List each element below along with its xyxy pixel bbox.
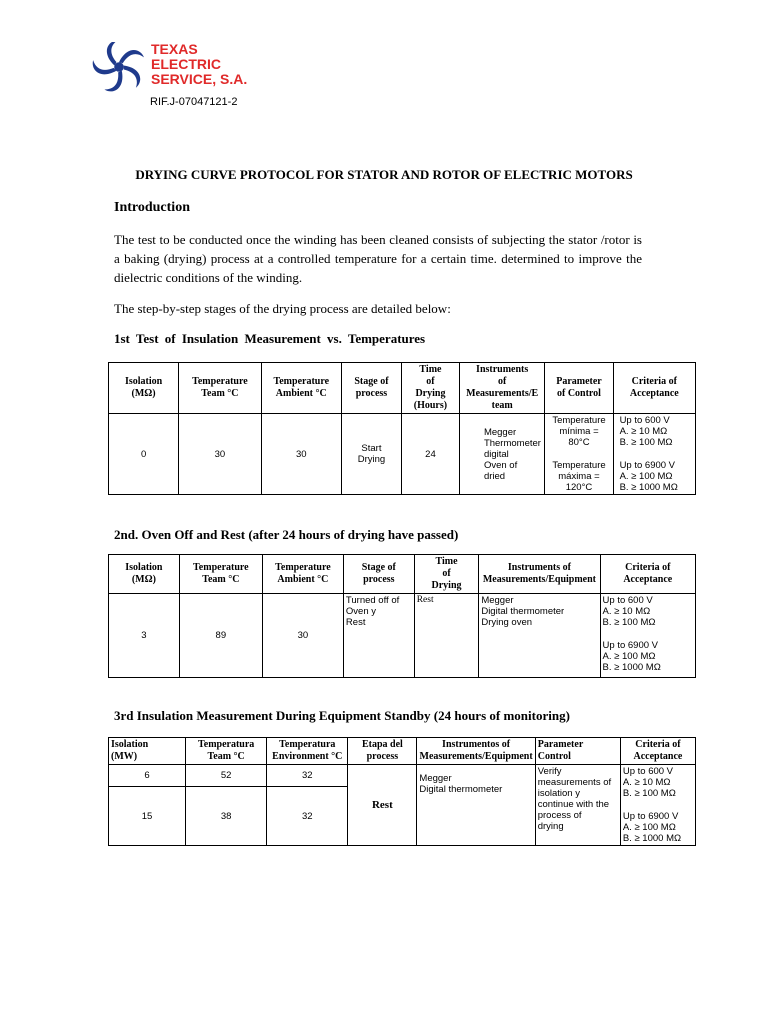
table-header-row — [109, 363, 696, 414]
header-cell: Instruments of Measurements/Equipment — [479, 555, 600, 594]
header-cell: Criteria of Acceptance — [620, 738, 695, 765]
criteria-600v: Up to 600 V A. ≥ 10 MΩ B. ≥ 100 MΩ — [602, 595, 656, 628]
table-test-3 — [108, 737, 696, 846]
time-cell: 24 — [401, 414, 459, 495]
header-cell: Parameter Control — [535, 738, 620, 765]
header-cell: Temperature Ambient °C — [261, 363, 341, 414]
param-max: Temperature máxima = 120°C — [552, 460, 606, 493]
temp-ambient-cell: 30 — [261, 414, 341, 495]
stage-cell: Start Drying — [341, 414, 401, 495]
header-cell: Instrumentos of Measurements/Equipment — [417, 738, 535, 765]
header-cell: Stage of process — [343, 555, 414, 594]
company-logo — [88, 38, 248, 98]
section-1-heading: 1st Test of Insulation Measurement vs. Temperatures — [114, 331, 426, 346]
instruments-cell: Megger Digital thermometer — [417, 765, 535, 846]
table-test-1 — [108, 362, 696, 495]
header-cell: Stage of process — [341, 363, 401, 414]
table-header-row — [109, 738, 696, 765]
criteria-600v: Up to 600 V A. ≥ 10 MΩ B. ≥ 100 MΩ — [622, 766, 676, 799]
criteria-cell — [613, 414, 695, 495]
header-cell: Isolation (MΩ) — [109, 363, 179, 414]
intro-heading: Introduction — [114, 200, 190, 215]
company-line-1: TEXAS — [151, 41, 198, 57]
criteria-cell — [620, 765, 695, 846]
instruments-cell: Megger Digital thermometer Drying oven — [479, 594, 600, 678]
isolation-cell: 15 — [109, 787, 186, 846]
criteria-cell — [600, 594, 695, 678]
criteria-600v: Up to 600 V A. ≥ 10 MΩ B. ≥ 100 MΩ — [619, 415, 673, 448]
temp-team-cell: 38 — [186, 787, 267, 846]
header-cell: Criteria of Acceptance — [600, 555, 695, 594]
criteria-6900v: Up to 6900 V A. ≥ 100 MΩ B. ≥ 1000 MΩ — [619, 460, 678, 493]
header-cell: Temperature Ambient °C — [262, 555, 343, 594]
temp-team-cell: 30 — [179, 414, 261, 495]
section-2-heading: 2nd. Oven Off and Rest (after 24 hours of drying have passed) — [114, 527, 459, 542]
criteria-6900v: Up to 6900 V A. ≥ 100 MΩ B. ≥ 1000 MΩ — [602, 640, 661, 673]
temp-team-cell: 52 — [186, 765, 267, 787]
parameter-cell: Verify measurements of isolation y continue with the process of drying — [535, 765, 620, 846]
header-cell: Temperatura Team °C — [186, 738, 267, 765]
company-name — [151, 42, 247, 87]
header-cell: Temperatura Environment °C — [267, 738, 348, 765]
turbine-logo-icon — [90, 42, 148, 92]
time-cell: Rest — [414, 594, 479, 678]
section-3-heading: 3rd Insulation Measurement During Equipment Standby (24 hours of monitoring) — [114, 708, 570, 723]
header-cell: Time of Drying (Hours) — [401, 363, 459, 414]
header-cell: Parameter of Control — [545, 363, 613, 414]
table-row — [109, 765, 696, 787]
document-title: DRYING CURVE PROTOCOL FOR STATOR AND ROTOR OF ELECTRIC MOTORS — [135, 167, 633, 182]
temp-env-cell: 32 — [267, 787, 348, 846]
header-cell: Temperature Team °C — [179, 363, 261, 414]
intro-paragraph: The test to be conducted once the winding has been cleaned consists of subjecting the stator /rotor is a baking (drying) process at a controlled temperature for a certain time. determined to improve the dielectric conditions of the winding. — [114, 232, 642, 285]
company-line-3: SERVICE, S.A. — [151, 71, 248, 87]
header-cell: Isolation (MΩ) — [109, 555, 180, 594]
isolation-cell: 6 — [109, 765, 186, 787]
header-cell: Isolation (MW) — [109, 738, 186, 765]
header-cell: Instruments of Measurements/E team — [459, 363, 544, 414]
table-test-2 — [108, 554, 696, 678]
company-line-2: ELECTRIC — [151, 56, 221, 72]
header-cell: Temperature Team °C — [179, 555, 262, 594]
stage-cell: Rest — [348, 765, 417, 846]
stage-cell: Turned off of Oven y Rest — [343, 594, 414, 678]
param-min: Temperature mínima = 80°C — [552, 415, 606, 448]
rif-number: RIF.J-07047121-2 — [150, 96, 238, 108]
header-cell: Time of Drying — [414, 555, 479, 594]
header-cell: Etapa del process — [348, 738, 417, 765]
temp-team-cell: 89 — [179, 594, 262, 678]
table-row — [109, 414, 696, 495]
parameter-cell — [545, 414, 613, 495]
temp-env-cell: 32 — [267, 765, 348, 787]
table-row — [109, 594, 696, 678]
steps-paragraph: The step-by-step stages of the drying process are detailed below: — [114, 301, 451, 316]
header-cell: Criteria of Acceptance — [613, 363, 695, 414]
criteria-6900v: Up to 6900 V A. ≥ 100 MΩ B. ≥ 1000 MΩ — [622, 811, 682, 844]
isolation-cell: 0 — [109, 414, 179, 495]
table-header-row — [109, 555, 696, 594]
isolation-cell: 3 — [109, 594, 180, 678]
temp-ambient-cell: 30 — [262, 594, 343, 678]
instruments-cell: Megger Thermometer digital Oven of dried — [459, 414, 544, 495]
